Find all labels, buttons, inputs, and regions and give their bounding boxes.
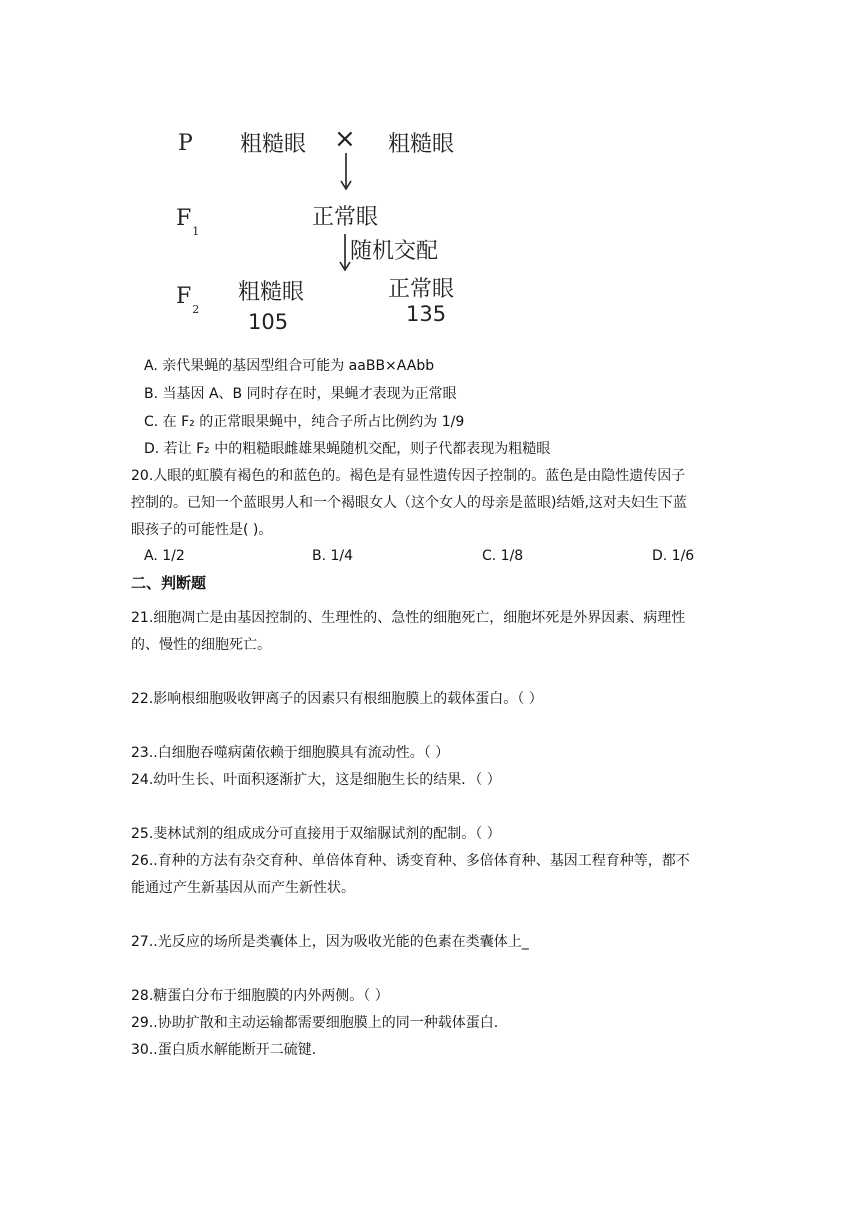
random-mating-label: 随机交配 [350,239,439,264]
q27: 27..光反应的场所是类囊体上，因为吸收光能的色素在类囊体上_ [131,934,529,950]
q19-option-c: C. 在 F₂ 的正常眼果蝇中，纯合子所占比例约为 1/9 [144,414,465,430]
f1-letter: F [176,206,192,231]
parent-1-phenotype: 粗糙眼 [240,132,307,157]
f2-letter: F [176,284,192,309]
q30: 30..蛋白质水解能断开二硫键. [131,1042,317,1058]
q20-text-line-1: 20.人眼的虹膜有褐色的和蓝色的。褐色是有显性遗传因子控制的。蓝色是由隐性遗传因子 [131,468,686,484]
q19-option-d: D. 若让 F₂ 中的粗糙眼雌雄果蝇随机交配，则子代都表现为粗糙眼 [144,441,551,457]
generation-f2-label [176,284,200,316]
q20-option-d: D. 1/6 [652,548,695,564]
q29: 29..协助扩散和主动运输都需要细胞膜上的同一种载体蛋白. [131,1015,499,1031]
q26-line-2: 能通过产生新基因从而产生新性状。 [131,880,355,896]
q28: 28.糖蛋白分布于细胞膜的内外两侧。（ ） [131,988,389,1004]
q25: 25.斐林试剂的组成成分可直接用于双缩脲试剂的配制。（ ） [131,826,501,842]
f2-rough-eye-count: 105 [248,310,289,334]
q20-text-line-3: 眼孩子的可能性是( )。 [131,522,273,538]
f2-subscript: 2 [192,303,200,316]
q21-line-2: 的、慢性的细胞死亡。 [131,637,271,653]
f2-normal-eye-count: 135 [406,302,447,326]
q24: 24.幼叶生长、叶面积逐渐扩大，这是细胞生长的结果．（ ） [131,772,501,788]
q26-line-1: 26..育种的方法有杂交育种、单倍体育种、诱变育种、多倍体育种、基因工程育种等，都不 [131,853,690,869]
q21-line-1: 21.细胞凋亡是由基因控制的、生理性的、急性的细胞死亡，细胞坏死是外界因素、病理性 [131,610,686,626]
f2-normal-eye-phenotype: 正常眼 [388,277,455,302]
q23: 23..白细胞吞噬病菌依赖于细胞膜具有流动性。（ ） [131,745,450,761]
generation-p-label: P [178,131,193,156]
generation-f1-label [176,206,200,238]
f2-rough-eye-phenotype: 粗糙眼 [238,280,305,305]
parent-2-phenotype: 粗糙眼 [388,132,455,157]
q20-text-line-2: 控制的。已知一个蓝眼男人和一个褐眼女人（这个女人的母亲是蓝眼)结婚,这对夫妇生下蓝 [131,495,687,511]
q19-option-a: A. 亲代果蝇的基因型组合可能为 aaBB×AAbb [144,358,435,374]
cross-symbol: × [334,124,356,154]
q20-option-a: A. 1/2 [144,548,185,564]
q20-option-b: B. 1/4 [312,548,354,564]
f1-subscript: 1 [192,225,200,238]
f1-phenotype: 正常眼 [312,205,379,230]
section-heading: 二、判断题 [131,574,207,592]
q22: 22.影响根细胞吸收钾离子的因素只有根细胞膜上的载体蛋白。（ ） [131,691,543,707]
q19-option-b: B. 当基因 A、B 同时存在时，果蝇才表现为正常眼 [144,386,457,402]
q20-option-c: C. 1/8 [482,548,524,564]
arrow-down-icon [338,153,354,193]
